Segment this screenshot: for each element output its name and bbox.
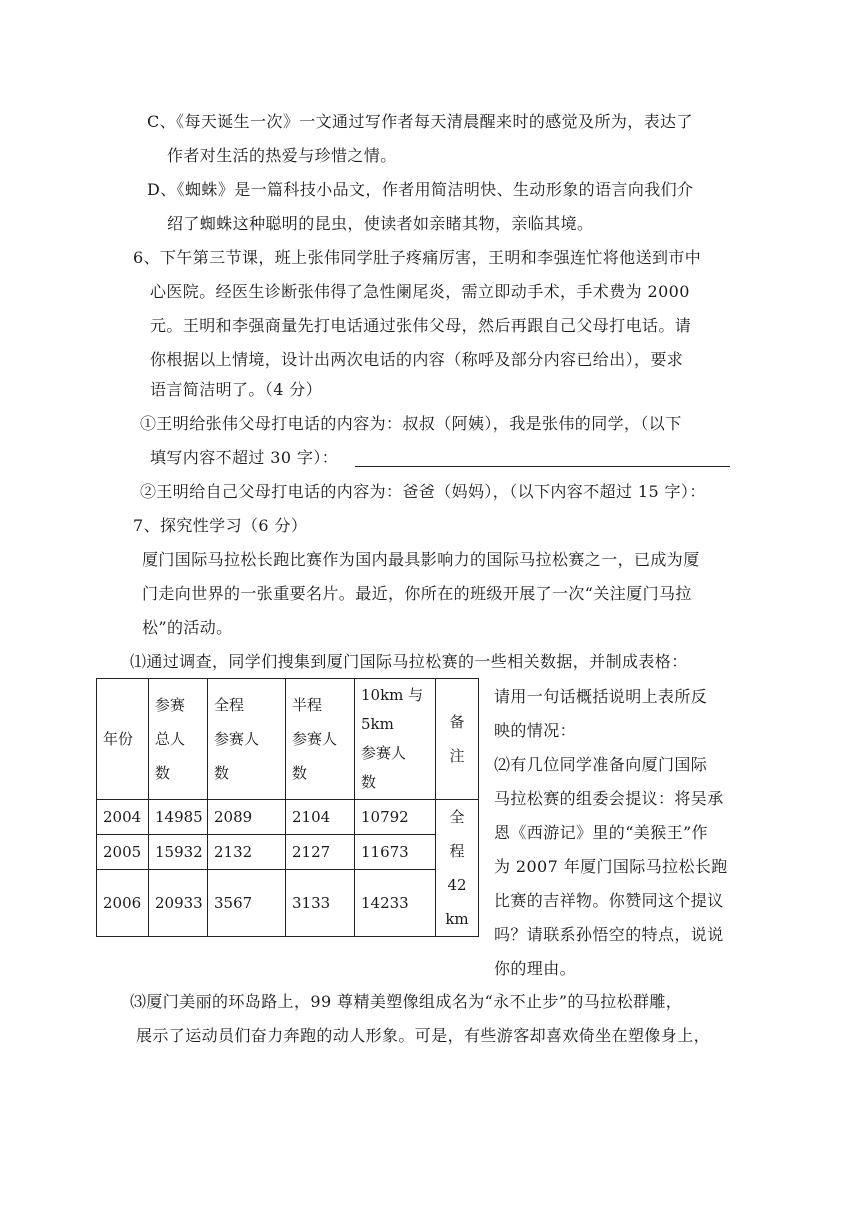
cell-note: 全 程 42 km (436, 800, 479, 937)
side-text-line-6: 为 2007 年厦门国际马拉松长跑 (494, 857, 728, 876)
side-text-line-5: 恩《西游记》里的“美猴王”作 (494, 823, 708, 842)
question-7-para-line-1: 厦门国际马拉松长跑比赛作为国内最具影响力的国际马拉松赛之一，已成为厦 (142, 550, 700, 569)
header-full: 全程 参赛人 数 (208, 679, 286, 800)
cell-year: 2005 (97, 835, 149, 870)
side-text-line-4: 马拉松赛的组委会提议：将吴承 (494, 789, 724, 808)
side-text-line-9: 你的理由。 (494, 959, 577, 978)
marathon-data-table (96, 678, 479, 937)
side-text-line-3: ⑵有几位同学准备向厦门国际 (494, 755, 708, 774)
header-year: 年份 (97, 679, 149, 800)
answer-1-line-2: 填写内容不超过 30 字）： (150, 448, 339, 467)
sub-question-1: ⑴通过调查，同学们搜集到厦门国际马拉松赛的一些相关数据，并制成表格： (130, 652, 688, 671)
cell-total: 20933 (149, 870, 208, 937)
cell-total: 15932 (149, 835, 208, 870)
table-header-row (97, 679, 479, 800)
question-6-line-5: 语言简洁明了。（4 分） (150, 380, 323, 399)
option-d-line-2: 绍了蜘蛛这种聪明的昆虫，使读者如亲睹其物，亲临其境。 (167, 214, 594, 233)
question-6-line-2: 心医院。经医生诊断张伟得了急性阑尾炎，需立即动手术，手术费为 2000 (150, 282, 690, 301)
header-short: 10km 与 5km 参赛人 数 (355, 679, 436, 800)
answer-1-blank[interactable] (355, 466, 730, 467)
table-row (97, 870, 479, 937)
cell-half: 2127 (286, 835, 355, 870)
cell-short: 14233 (355, 870, 436, 937)
side-text-line-7: 比赛的吉祥物。你赞同这个提议 (494, 891, 724, 910)
sub-question-3-line-1: ⑶厦门美丽的环岛路上，99 尊精美塑像组成名为“永不止步”的马拉松群雕， (130, 992, 683, 1011)
answer-1-line-1: ①王明给张伟父母打电话的内容为：叔叔（阿姨），我是张伟的同学，（以下 (140, 414, 682, 433)
question-7-para-line-3: 松”的活动。 (142, 618, 233, 637)
option-d-line-1: D、《蜘蛛》是一篇科技小品文，作者用简洁明快、生动形象的语言向我们介 (147, 180, 694, 199)
cell-short: 11673 (355, 835, 436, 870)
header-half: 半程 参赛人 数 (286, 679, 355, 800)
question-6-line-4: 你根据以上情境，设计出两次电话的内容（称呼及部分内容已给出），要求 (150, 350, 684, 369)
table-row (97, 835, 479, 870)
sub-question-3-line-2: 展示了运动员们奋力奔跑的动人形象。可是，有些游客却喜欢倚坐在塑像身上， (136, 1026, 711, 1045)
cell-full: 2132 (208, 835, 286, 870)
question-6-line-1: 6、下午第三节课，班上张伟同学肚子疼痛厉害，王明和李强连忙将他送到市中 (133, 248, 702, 267)
table-row (97, 800, 479, 835)
option-c-line-1: C、《每天诞生一次》一文通过写作者每天清晨醒来时的感觉及所为，表达了 (147, 112, 693, 131)
cell-full: 2089 (208, 800, 286, 835)
header-total: 参赛 总人 数 (149, 679, 208, 800)
option-c-line-2: 作者对生活的热爱与珍惜之情。 (167, 146, 397, 165)
answer-2-line: ②王明给自己父母打电话的内容为：爸爸（妈妈），（以下内容不超过 15 字）： (140, 482, 706, 501)
cell-half: 2104 (286, 800, 355, 835)
cell-year: 2006 (97, 870, 149, 937)
cell-short: 10792 (355, 800, 436, 835)
cell-half: 3133 (286, 870, 355, 937)
cell-year: 2004 (97, 800, 149, 835)
question-7-para-line-2: 门走向世界的一张重要名片。最近，你所在的班级开展了一次“关注厦门马拉 (142, 584, 692, 603)
question-6-line-3: 元。王明和李强商量先打电话通过张伟父母，然后再跟自己父母打电话。请 (150, 316, 692, 335)
cell-full: 3567 (208, 870, 286, 937)
side-text-line-2: 映的情况： (494, 721, 577, 740)
side-text-line-1: 请用一句话概括说明上表所反 (494, 687, 708, 706)
header-note: 备 注 (436, 679, 479, 800)
question-7-title: 7、探究性学习（6 分） (133, 516, 308, 535)
side-text-line-8: 吗？请联系孙悟空的特点，说说 (494, 925, 724, 944)
cell-total: 14985 (149, 800, 208, 835)
